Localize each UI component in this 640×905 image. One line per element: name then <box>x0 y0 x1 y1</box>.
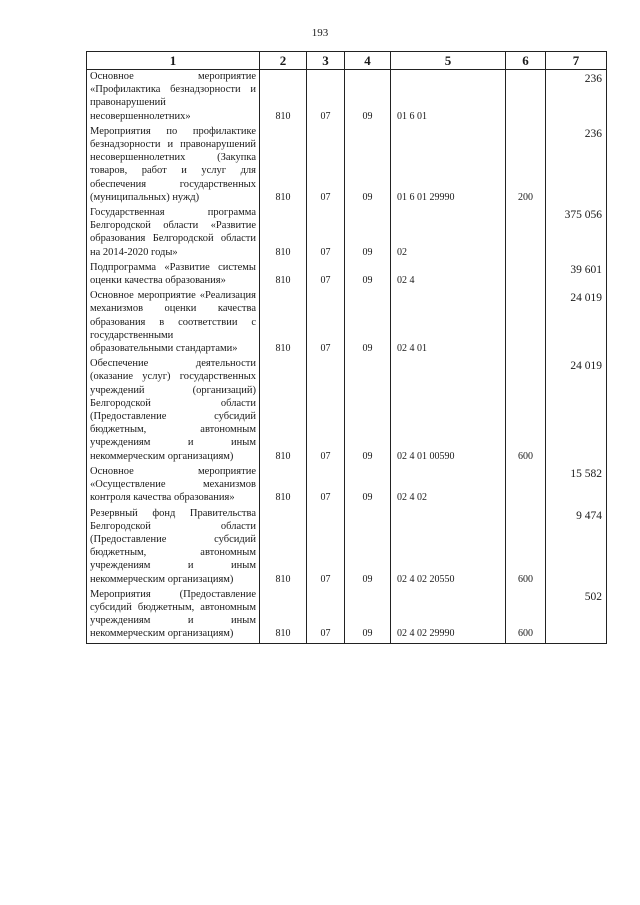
subsection-code: 09 <box>345 465 391 507</box>
table-row <box>87 70 607 125</box>
row-description: Основное мероприятие «Реализация механизмов оценки качества образования в соответствии с государственными образовательными стандартами» <box>87 289 260 357</box>
row-description: Подпрограмма «Развитие системы оценки качества образования» <box>87 261 260 289</box>
amount-value: 236 <box>584 73 602 85</box>
target-article-code: 01 6 01 29990 <box>391 125 506 206</box>
row-description: Государственная программа Белгородской области «Развитие образования Белгородской области на 2014-2020 годы» <box>87 206 260 261</box>
target-article-code: 02 4 02 29990 <box>391 588 506 643</box>
subsection-code: 09 <box>345 588 391 643</box>
amount-value: 236 <box>584 127 602 140</box>
table-row <box>87 261 607 289</box>
ministry-code: 810 <box>260 289 307 357</box>
table-row <box>87 357 607 465</box>
section-code: 07 <box>307 206 345 261</box>
expense-type-code <box>506 465 546 507</box>
target-article-code: 02 <box>391 206 506 261</box>
subsection-code: 09 <box>345 261 391 289</box>
expense-type-code <box>506 289 546 357</box>
amount <box>546 206 607 261</box>
section-code: 07 <box>307 125 345 206</box>
amount <box>546 261 607 289</box>
row-description: Мероприятия по профилактике безнадзорности и правонарушений несовершеннолетних (Закупка товаров, работ и услуг для обеспечения государственных (муниципальных) нужд) <box>87 125 260 206</box>
ministry-code: 810 <box>260 70 307 125</box>
ministry-code: 810 <box>260 507 307 588</box>
expense-type-code <box>506 261 546 289</box>
column-header: 1 <box>87 52 260 70</box>
table-row <box>87 588 607 643</box>
subsection-code: 09 <box>345 70 391 125</box>
table-row <box>87 206 607 261</box>
section-code: 07 <box>307 465 345 507</box>
ministry-code: 810 <box>260 261 307 289</box>
row-description: Мероприятия (Предоставление субсидий бюджетным, автономным учреждениям и иным некоммерческим организациям) <box>87 588 260 643</box>
column-header: 4 <box>345 52 391 70</box>
table-row <box>87 125 607 206</box>
expense-type-code: 600 <box>506 357 546 465</box>
section-code: 07 <box>307 357 345 465</box>
amount-value: 9 474 <box>576 509 602 522</box>
column-header: 3 <box>307 52 345 70</box>
amount-value: 39 601 <box>570 263 602 276</box>
expense-type-code: 200 <box>506 125 546 206</box>
budget-table <box>86 51 607 644</box>
section-code: 07 <box>307 70 345 125</box>
amount-value: 24 019 <box>570 292 602 305</box>
column-header: 6 <box>506 52 546 70</box>
subsection-code: 09 <box>345 507 391 588</box>
amount <box>546 289 607 357</box>
ministry-code: 810 <box>260 357 307 465</box>
ministry-code: 810 <box>260 588 307 643</box>
target-article-code: 01 6 01 <box>391 70 506 125</box>
amount-value: 502 <box>584 590 602 603</box>
amount-value: 375 056 <box>564 209 602 222</box>
expense-type-code: 600 <box>506 507 546 588</box>
header-row <box>87 52 607 70</box>
subsection-code: 09 <box>345 289 391 357</box>
expense-type-code <box>506 206 546 261</box>
table-row <box>87 507 607 588</box>
row-description: Резервный фонд Правительства Белгородской области (Предоставление субсидий бюджетным, автономным учреждениям и иным некоммерческим организациям) <box>87 507 260 588</box>
target-article-code: 02 4 01 <box>391 289 506 357</box>
ministry-code: 810 <box>260 206 307 261</box>
section-code: 07 <box>307 289 345 357</box>
target-article-code: 02 4 <box>391 261 506 289</box>
amount <box>546 507 607 588</box>
target-article-code: 02 4 01 00590 <box>391 357 506 465</box>
row-description: Основное мероприятие «Осуществление механизмов контроля качества образования» <box>87 465 260 507</box>
subsection-code: 09 <box>345 357 391 465</box>
section-code: 07 <box>307 588 345 643</box>
expense-type-code: 600 <box>506 588 546 643</box>
expense-type-code <box>506 70 546 125</box>
row-description: Обеспечение деятельности (оказание услуг) государственных учреждений (организаций) Белгородской области (Предоставление субсидий бюджетным, автономным учреждениям и иным некоммерческим организациям) <box>87 357 260 465</box>
table-row <box>87 465 607 507</box>
amount <box>546 588 607 643</box>
section-code: 07 <box>307 507 345 588</box>
target-article-code: 02 4 02 <box>391 465 506 507</box>
subsection-code: 09 <box>345 125 391 206</box>
amount-value: 24 019 <box>570 360 602 373</box>
amount <box>546 357 607 465</box>
column-header: 2 <box>260 52 307 70</box>
amount <box>546 465 607 507</box>
column-header: 5 <box>391 52 506 70</box>
page-number: 193 <box>311 27 329 39</box>
amount-value: 15 582 <box>570 467 602 480</box>
section-code: 07 <box>307 261 345 289</box>
amount <box>546 70 607 125</box>
subsection-code: 09 <box>345 206 391 261</box>
row-description: Основное мероприятие «Профилактика безнадзорности и правонарушений несовершеннолетних» <box>87 70 260 125</box>
table-row <box>87 289 607 357</box>
ministry-code: 810 <box>260 465 307 507</box>
target-article-code: 02 4 02 20550 <box>391 507 506 588</box>
column-header: 7 <box>546 52 607 70</box>
amount <box>546 125 607 206</box>
ministry-code: 810 <box>260 125 307 206</box>
